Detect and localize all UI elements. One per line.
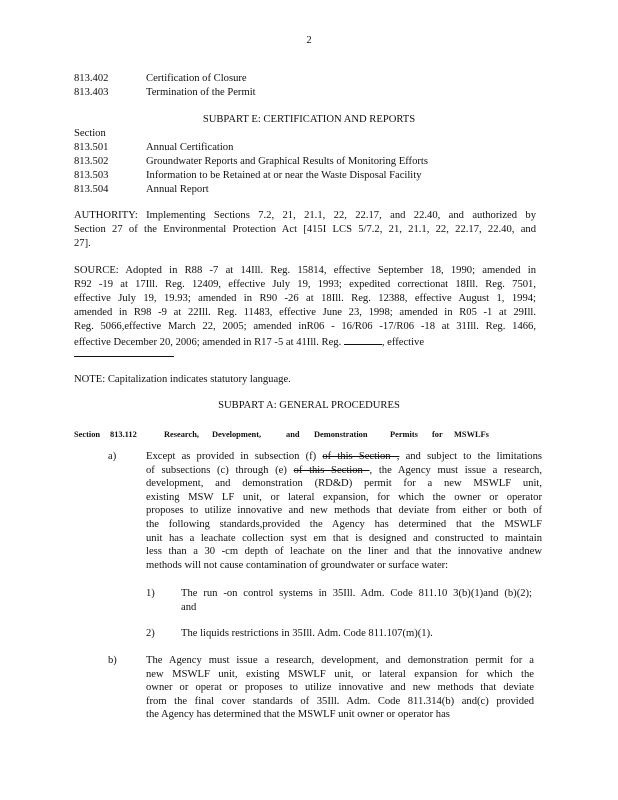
- subpart-e-heading: SUBPART E: CERTIFICATION AND REPORTS: [202, 114, 416, 125]
- subpart-a-heading: SUBPART A: GENERAL PROCEDURES: [218, 400, 400, 411]
- toc-number: 813.403: [74, 87, 109, 98]
- paragraph-line: the Agency has determined that the MSWLF unit owner or operator has: [146, 709, 450, 721]
- note: NOTE: Capitalization indicates statutory language.: [74, 374, 291, 385]
- authority-line: AUTHORITY: Implementing Sections 7.2, 21, 21.1, 22, 22.17, and 22.40, and authorized by: [74, 210, 536, 221]
- page-number: 2: [306, 35, 312, 46]
- paragraph-a: [146, 450, 542, 572]
- paragraph-line: proposes to utilize innovative and new methods that deviate from either or both of: [146, 505, 542, 517]
- paragraph-line: and: [181, 601, 197, 613]
- subparagraph-marker: 2): [146, 628, 155, 639]
- source-line: SOURCE: Adopted in R88 -7 at 14Ill. Reg. 15814, effective September 18, 1990; amended in: [74, 265, 536, 276]
- authority-line: 27].: [74, 238, 91, 249]
- section-heading-word: Research,: [164, 430, 199, 439]
- toc-title: Certification of Closure: [146, 73, 247, 84]
- toc-title: Termination of the Permit: [146, 87, 256, 98]
- section-label: Section: [74, 128, 106, 139]
- paragraph-line: less than a 30 -cm depth of leachate on the liner and that the innovative andnew: [146, 546, 542, 558]
- text-run: of subsections (c) through (e): [146, 464, 287, 476]
- blank-underline: [344, 334, 382, 345]
- paragraph-line: unit has a leachate collection syst em that is designed and constructed to maintain: [146, 532, 542, 544]
- section-heading-word: and: [286, 430, 300, 439]
- section-heading-word: MSWLFs: [454, 430, 489, 439]
- source-line-last: [74, 334, 424, 350]
- subparagraph-marker: 1): [146, 588, 155, 599]
- section-heading-word: Demonstration: [314, 430, 368, 439]
- paragraph-line: new MSWLF unit, existing MSWLF unit, or lateral expansion for which the: [146, 668, 534, 680]
- section-heading-word: Section: [74, 430, 101, 439]
- section-heading-word: Permits: [390, 430, 418, 439]
- source-line: Reg. 5066,effective March 22, 2005; amended inR06 - 16/R06 -17/R06 -18 at 31Ill. Reg. 1466,: [74, 321, 536, 332]
- source-trail: , effective: [381, 337, 425, 348]
- paragraph-marker: b): [108, 655, 117, 666]
- paragraph-line: The Agency must issue a research, development, and demonstration permit for a: [146, 655, 534, 666]
- paragraph-line: [146, 450, 542, 464]
- section-heading-word: for: [432, 430, 443, 439]
- toc-number: 813.502: [74, 156, 109, 167]
- section-heading: [74, 428, 534, 440]
- text-run: and subject to the limitations: [405, 451, 542, 462]
- section-heading-number: 813.112: [110, 430, 137, 439]
- paragraph-marker: a): [108, 451, 117, 462]
- source-line: effective December 20, 2006; amended in R17 -5 at 41Ill. Reg.: [74, 337, 342, 348]
- paragraph-line: owner or operat or proposes to utilize innovative and new methods that deviate: [146, 682, 534, 694]
- source-line: amended in R98 -9 at 22Ill. Reg. 11483, effective June 23, 1998; amended in R05 -1 at 29Ill.: [74, 307, 536, 318]
- toc-number: 813.503: [74, 170, 109, 181]
- toc-number: 813.501: [74, 142, 109, 153]
- text-run: , the Agency must issue a research,: [369, 464, 542, 476]
- struck-text: of this Section ,: [322, 451, 400, 462]
- paragraph-line: methods will not cause contamination of groundwater or surface water:: [146, 559, 449, 571]
- paragraph-line: development, and demonstration (RD&D) permit for a new MSWLF unit,: [146, 478, 542, 490]
- paragraph-line: from the final cover standards of 35Ill. Adm. Code 811.314(b) and(c) provided: [146, 695, 534, 707]
- blank-underline: [74, 355, 174, 357]
- struck-text: of this Section: [293, 464, 370, 476]
- paragraph-line: existing MSW LF unit, or lateral expansion, for which the owner or operator: [146, 491, 542, 503]
- authority-line: Section 27 of the Environmental Protection Act [415I LCS 5/7.2, 21, 21.1, 22, 22.17, 22.40, and: [74, 224, 536, 235]
- source-line: R92 -19 at 17Ill. Reg. 12409, effective July 19, 1993; expedited correctionat 18Ill. Reg. 7501,: [74, 279, 536, 290]
- paragraph-line: the following standards,provided the Agency has determined that the MSWLF: [146, 518, 542, 530]
- toc-title: Information to be Retained at or near the Waste Disposal Facility: [146, 170, 422, 181]
- subparagraph-1: [181, 587, 532, 614]
- toc-title: Annual Report: [146, 184, 209, 195]
- toc-title: Groundwater Reports and Graphical Results of Monitoring Efforts: [146, 156, 428, 167]
- toc-title: Annual Certification: [146, 142, 234, 153]
- paragraph-line: [146, 464, 542, 478]
- subparagraph-2: The liquids restrictions in 35Ill. Adm. Code 811.107(m)(1).: [181, 628, 433, 639]
- text-run: Except as provided in subsection (f): [146, 451, 317, 462]
- section-heading-word: Development,: [212, 430, 262, 439]
- source-line: effective July 19, 19.93; amended in R90 -26 at 18Ill. Reg. 12388, effective August 1, 1994;: [74, 293, 536, 304]
- toc-number: 813.504: [74, 184, 109, 195]
- toc-number: 813.402: [74, 73, 109, 84]
- paragraph-line: The run -on control systems in 35Ill. Adm. Code 811.10 3(b)(1)and (b)(2);: [181, 588, 532, 599]
- paragraph-b: [146, 654, 534, 722]
